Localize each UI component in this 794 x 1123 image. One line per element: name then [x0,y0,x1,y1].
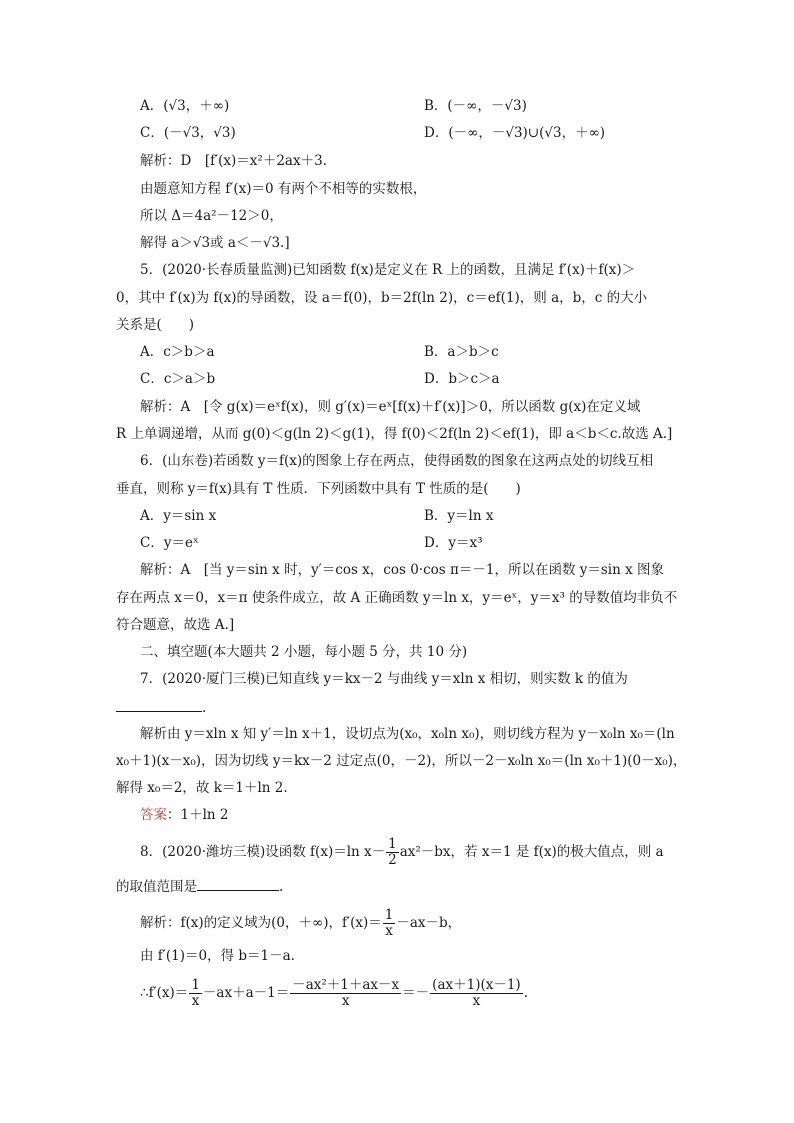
q8-solution-line-2: 由 f′(1)＝0，得 b＝1－a. [140,948,295,964]
q5-solution-line-2: R 上单调递增，从而 g(0)＜g(ln 2)＜g(1)，得 f(0)＜2f(ln 2)＜ef(1)，即 a＜b＜c.故选 A.] [116,426,673,442]
q8-solution-line-3: ∴f′(x)＝ $\frac{1}{x}$ －ax＋a－1＝ $\frac{\text{－ax²＋1＋ax－x}}{x}$ ＝－ $\frac{(ax+1)(x-1)}{x}$ . [140,977,528,1009]
q7-answer-blank[interactable] [116,697,202,712]
q5-option-b: B．a＞b＞c [424,344,499,360]
q6-solution-line-2: 存在两点 x＝0，x＝π 使条件成立，故 A 正确函数 y＝ln x，y＝eˣ，y＝x³ 的导数值均非负不 [116,590,678,606]
q5-solution-line-1: 解析：A [令 g(x)＝eˣf(x)，则 g′(x)＝eˣ[f(x)＋f′(x)]＞0，所以函数 g(x)在定义域 [140,399,641,415]
q4-solution-line-4: 解得 a＞√3或 a＜－√3.] [140,235,290,251]
q5-option-d: D．b＞c＞a [424,371,500,387]
q5-stem-line-1: 5．(2020·长春质量监测)已知函数 f(x)是定义在 R 上的函数，且满足 f′(x)＋f(x)＞ [140,262,636,278]
q4-solution-line-2: 由题意知方程 f′(x)＝0 有两个不相等的实数根， [140,181,427,197]
fraction: $\frac{1}{2}$ [388,836,397,868]
fraction: $\frac{(ax+1)(x-1)}{x}$ [432,977,521,1009]
q7-answer: 答案：1＋ln 2 [140,807,229,823]
q6-option-a: A．y＝sin x [140,508,217,524]
q8-solution-line-1: 解析：f(x)的定义域为(0，＋∞)，f′(x)＝ $\frac{1}{x}$ －ax－b， [140,907,462,939]
q6-solution-line-3: 符合题意，故选 A.] [116,617,235,633]
q4-option-d: D．(－∞，－√3)∪(√3，＋∞) [424,125,606,141]
q8-answer-blank[interactable] [197,876,279,891]
q7-stem-line-1: 7．(2020·厦门三模)已知直线 y＝kx－2 与曲线 y＝xln x 相切，则实数 k 的值为 [140,671,628,687]
q4-option-b: B．(－∞，－√3) [424,98,527,114]
q7-stem-line-2: . [116,697,676,718]
q7-solution-line-3: 解得 x₀＝2，故 k＝1＋ln 2. [116,780,288,796]
q6-option-b: B．y＝ln x [424,508,494,524]
q8-stem-line-2: 的取值范围是 . [116,876,676,897]
q4-option-c: C．(－√3，√3) [140,125,236,141]
q5-stem-line-3: 关系是( ) [116,317,195,333]
q6-stem-line-2: 垂直，则称 y＝f(x)具有 T 性质．下列函数中具有 T 性质的是( ) [116,481,521,497]
q4-option-a: A．(√3，＋∞) [140,98,230,114]
q8-stem-line-1: 8．(2020·潍坊三模)设函数 f(x)＝ln x－ $\frac{1}{2}$ ax²－bx，若 x＝1 是 f(x)的极大值点，则 a [140,836,664,868]
q5-stem-line-2: 0，其中 f′(x)为 f(x)的导函数，设 a＝f(0)，b＝2f(ln 2)，c＝ef(1)，则 a，b，c 的大小 [116,290,648,306]
q4-solution-line-1: 解析：D [f′(x)＝x²＋2ax＋3. [140,153,327,169]
fraction: $\frac{1}{x}$ [384,907,394,939]
q6-option-d: D．y＝x³ [424,535,483,551]
answer-label: 答案 [140,807,167,823]
q7-solution-line-2: x₀＋1)(x－x₀)，因为切线 y＝kx－2 过定点(0，－2)，所以－2－x₀ln x₀＝(ln x₀＋1)(0－x₀)， [116,753,687,769]
q6-stem-line-1: 6．(山东卷)若函数 y＝f(x)的图象上存在两点，使得函数的图象在这两点处的切线互相 [140,453,654,469]
q4-solution-line-3: 所以 Δ＝4a²－12＞0， [140,208,283,224]
q6-solution-line-1: 解析：A [当 y＝sin x 时，y′＝cos x，cos 0·cos π＝－1，所以在函数 y＝sin x 图象 [140,562,664,578]
q5-option-c: C．c＞a＞b [140,371,216,387]
q6-option-c: C．y＝eˣ [140,535,199,551]
q5-option-a: A．c＞b＞a [140,344,215,360]
q7-solution-line-1: 解析由 y＝xln x 知 y′＝ln x＋1，设切点为(x₀，x₀ln x₀)，则切线方程为 y－x₀ln x₀＝(ln [140,726,675,742]
section-heading-fill-in: 二、填空题(本大题共 2 小题，每小题 5 分，共 10 分) [140,644,468,660]
fraction: $\frac{1}{x}$ [191,977,200,1009]
fraction: $\frac{\text{－ax²＋1＋ax－x}}{x}$ [292,977,400,1009]
